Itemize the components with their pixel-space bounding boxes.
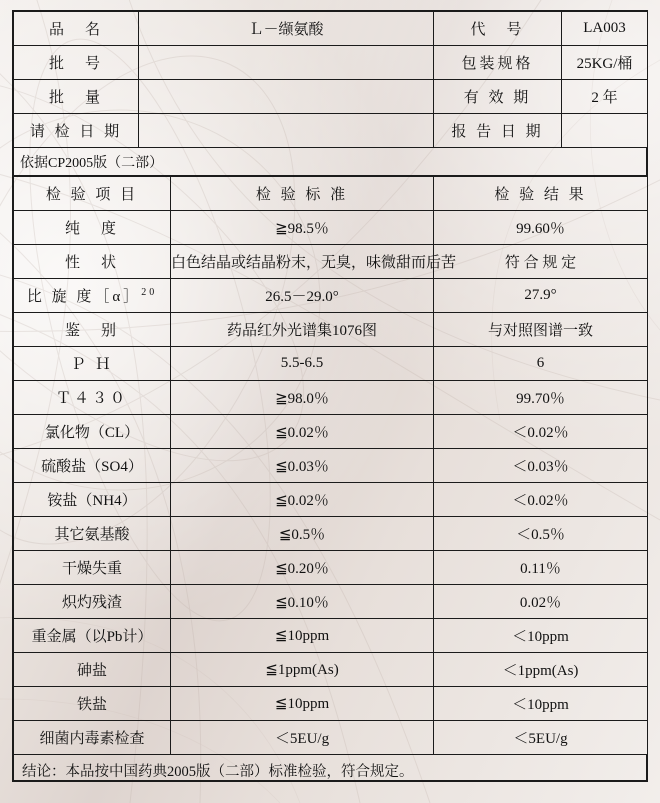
package-spec-label: 包装规格 xyxy=(434,46,562,80)
test-item: 硫酸盐（SO4） xyxy=(14,449,171,483)
product-name-label: 品 名 xyxy=(14,12,139,46)
test-item-text: 比 旋 度［α］ xyxy=(26,289,142,305)
test-item: 铁盐 xyxy=(14,687,171,721)
table-row xyxy=(14,46,648,80)
test-standard: ≦1ppm(As) xyxy=(171,653,434,687)
table-row xyxy=(14,687,648,721)
package-spec-value: 25KG/桶 xyxy=(562,46,648,80)
product-name-value: Ｌ－缬氨酸 xyxy=(139,12,434,46)
test-item: 砷盐 xyxy=(14,653,171,687)
test-result: 符 合 规 定 xyxy=(434,245,648,279)
test-item: Ｔ４３０ xyxy=(14,381,171,415)
conclusion-text: 结论：本品按中国药典2005版（二部）标准检验，符合规定。 xyxy=(13,755,647,781)
table-row xyxy=(14,415,648,449)
table-row xyxy=(14,721,648,755)
test-item: 铵盐（NH4） xyxy=(14,483,171,517)
test-result: 27.9° xyxy=(434,279,648,313)
table-row xyxy=(14,449,648,483)
test-item: 性 状 xyxy=(14,245,171,279)
test-result: 0.11％ xyxy=(434,551,648,585)
header-table xyxy=(13,11,648,148)
test-standard: ＜5EU/g xyxy=(171,721,434,755)
table-row xyxy=(14,551,648,585)
test-standard: ≦10ppm xyxy=(171,619,434,653)
batch-size-value xyxy=(139,80,434,114)
table-row xyxy=(14,279,648,313)
test-standard: ≦0.02％ xyxy=(171,483,434,517)
report-date-value xyxy=(562,114,648,148)
test-standard: ≦0.02％ xyxy=(171,415,434,449)
test-result: 与对照图谱一致 xyxy=(434,313,648,347)
results-table xyxy=(13,176,648,755)
test-item: 氯化物（CL） xyxy=(14,415,171,449)
table-row xyxy=(14,653,648,687)
test-standard: ≦0.03％ xyxy=(171,449,434,483)
test-result: ＜0.5％ xyxy=(434,517,648,551)
test-standard: 白色结晶或结晶粉末，无臭，味微甜而后苦 xyxy=(171,245,434,279)
test-item xyxy=(14,279,171,313)
test-result: ＜0.02％ xyxy=(434,415,648,449)
table-row xyxy=(14,619,648,653)
report-date-label: 报 告 日 期 xyxy=(434,114,562,148)
table-row xyxy=(14,517,648,551)
test-item: 重金属（以Pb计） xyxy=(14,619,171,653)
test-standard: ≦0.20％ xyxy=(171,551,434,585)
table-row xyxy=(14,313,648,347)
test-item: Ｐ Ｈ xyxy=(14,347,171,381)
validity-value: 2 年 xyxy=(562,80,648,114)
test-standard: ≦0.10％ xyxy=(171,585,434,619)
test-item: 炽灼残渣 xyxy=(14,585,171,619)
table-row xyxy=(14,12,648,46)
test-standard: 药品红外光谱集1076图 xyxy=(171,313,434,347)
validity-label: 有 效 期 xyxy=(434,80,562,114)
certificate-document xyxy=(12,10,648,782)
code-label: 代 号 xyxy=(434,12,562,46)
test-result: ＜1ppm(As) xyxy=(434,653,648,687)
standard-basis: 依据CP2005版（二部） xyxy=(13,148,647,176)
table-row xyxy=(14,114,648,148)
test-standard: ≧98.0％ xyxy=(171,381,434,415)
test-result: 6 xyxy=(434,347,648,381)
test-item: 鉴 别 xyxy=(14,313,171,347)
test-item: 其它氨基酸 xyxy=(14,517,171,551)
test-item-superscript: 20 xyxy=(141,287,158,298)
batch-no-label: 批 号 xyxy=(14,46,139,80)
test-item: 纯 度 xyxy=(14,211,171,245)
table-row xyxy=(14,381,648,415)
test-result: ＜0.02％ xyxy=(434,483,648,517)
test-standard: 5.5-6.5 xyxy=(171,347,434,381)
request-date-value xyxy=(139,114,434,148)
test-standard: ≦0.5％ xyxy=(171,517,434,551)
column-header-item: 检 验 项 目 xyxy=(14,177,171,211)
table-row xyxy=(14,585,648,619)
batch-size-label: 批 量 xyxy=(14,80,139,114)
table-row xyxy=(14,80,648,114)
test-result: 99.60％ xyxy=(434,211,648,245)
test-result: ＜5EU/g xyxy=(434,721,648,755)
column-header-standard: 检 验 标 准 xyxy=(171,177,434,211)
test-standard: ≧98.5％ xyxy=(171,211,434,245)
test-standard: ≦10ppm xyxy=(171,687,434,721)
test-standard: 26.5－29.0° xyxy=(171,279,434,313)
table-header-row xyxy=(14,177,648,211)
test-result: 0.02％ xyxy=(434,585,648,619)
table-row xyxy=(14,211,648,245)
test-item: 细菌内毒素检查 xyxy=(14,721,171,755)
test-result: ＜10ppm xyxy=(434,687,648,721)
table-row xyxy=(14,483,648,517)
test-item: 干燥失重 xyxy=(14,551,171,585)
test-result: 99.70％ xyxy=(434,381,648,415)
test-result: ＜0.03％ xyxy=(434,449,648,483)
column-header-result: 检 验 结 果 xyxy=(434,177,648,211)
batch-no-value xyxy=(139,46,434,80)
code-value: LA003 xyxy=(562,12,648,46)
table-row xyxy=(14,347,648,381)
table-row xyxy=(14,245,648,279)
request-date-label: 请 检 日 期 xyxy=(14,114,139,148)
test-result: ＜10ppm xyxy=(434,619,648,653)
